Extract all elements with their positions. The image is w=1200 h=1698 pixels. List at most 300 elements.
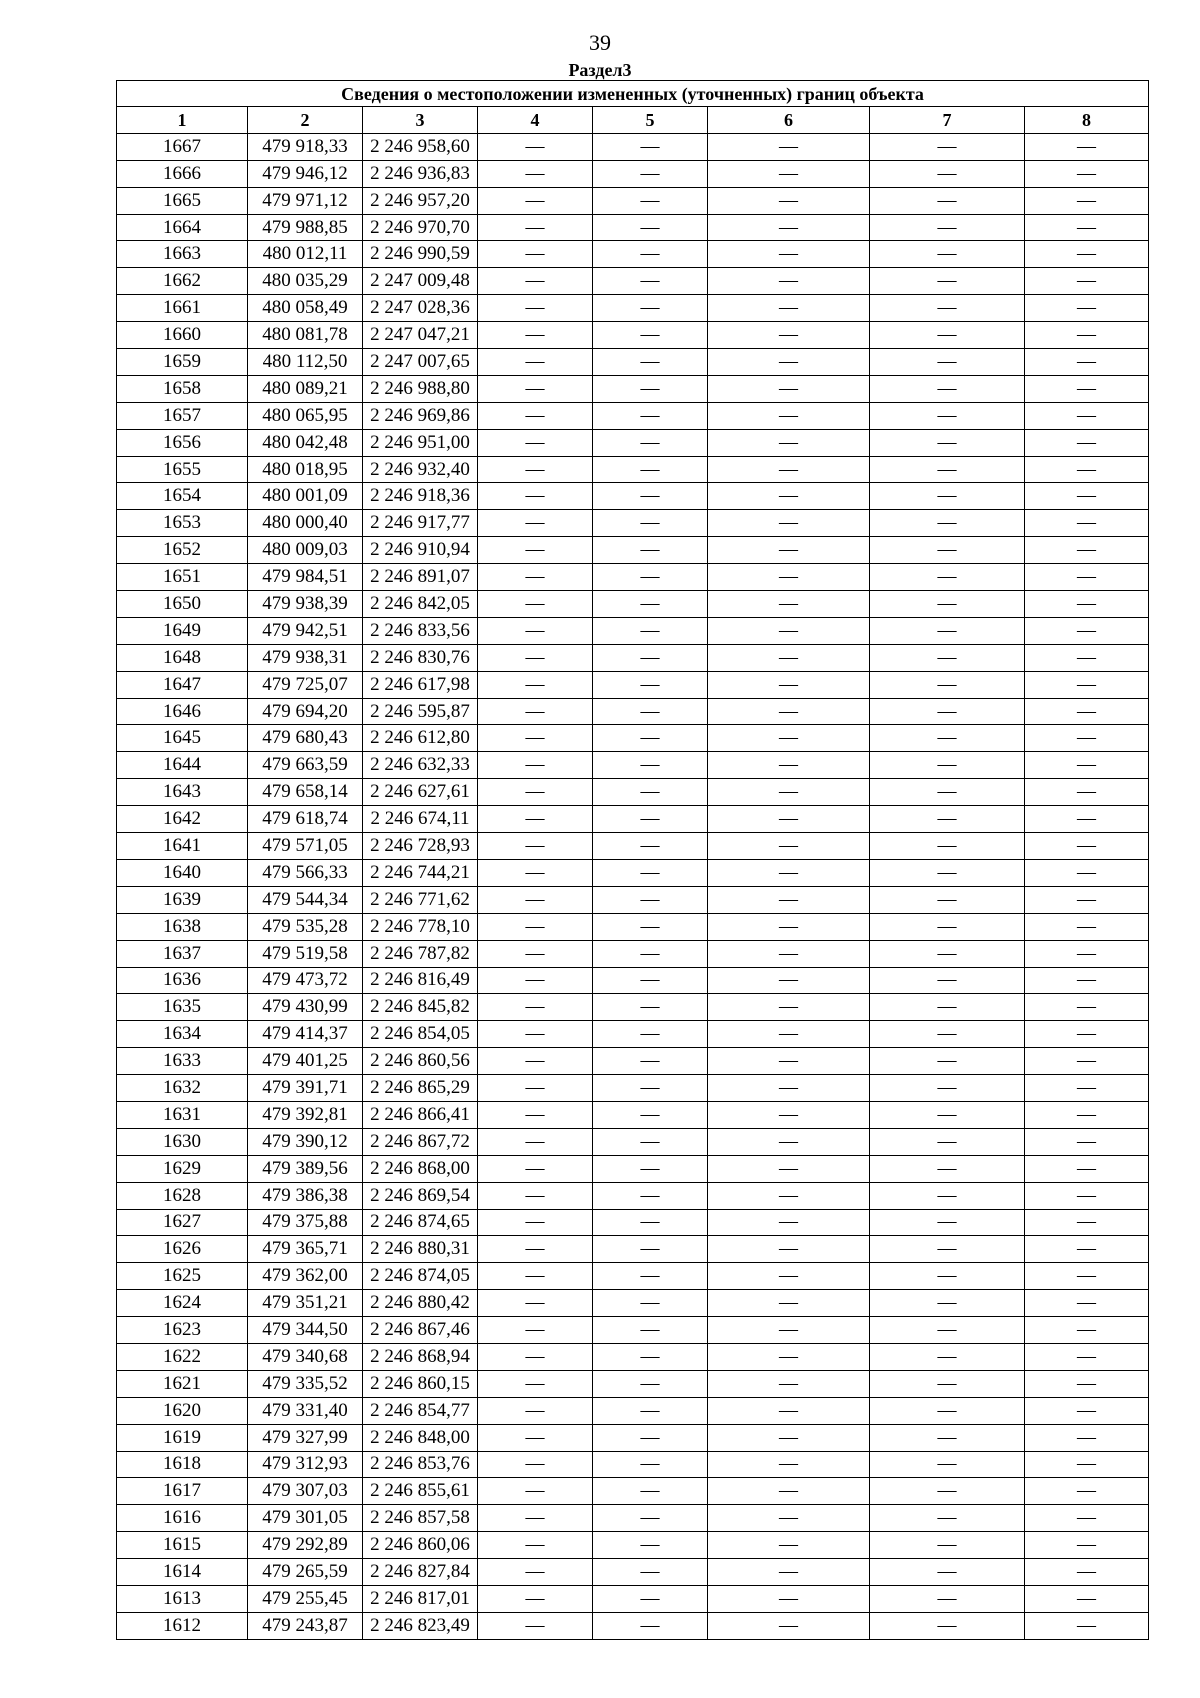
empty-value-cell: —: [708, 833, 870, 860]
x-coordinate-cell: 479 292,89: [248, 1532, 363, 1559]
empty-value-cell: —: [1025, 160, 1149, 187]
empty-value-cell: —: [478, 806, 593, 833]
empty-value-cell: —: [708, 671, 870, 698]
empty-value-cell: —: [870, 564, 1025, 591]
empty-value-cell: —: [1025, 1209, 1149, 1236]
table-row: [117, 564, 1149, 591]
empty-value-cell: —: [870, 1397, 1025, 1424]
point-number-cell: 1627: [117, 1209, 248, 1236]
table-row: [117, 1236, 1149, 1263]
y-coordinate-cell: 2 246 936,83: [363, 160, 478, 187]
empty-value-cell: —: [1025, 1343, 1149, 1370]
empty-value-cell: —: [870, 402, 1025, 429]
boundary-coordinates-table: [116, 80, 1149, 1640]
empty-value-cell: —: [478, 187, 593, 214]
empty-value-cell: —: [478, 644, 593, 671]
table-row: [117, 1585, 1149, 1612]
empty-value-cell: —: [870, 268, 1025, 295]
empty-value-cell: —: [593, 456, 708, 483]
y-coordinate-cell: 2 246 917,77: [363, 510, 478, 537]
empty-value-cell: —: [870, 913, 1025, 940]
empty-value-cell: —: [478, 268, 593, 295]
column-number: 7: [870, 107, 1025, 134]
y-coordinate-cell: 2 246 817,01: [363, 1585, 478, 1612]
y-coordinate-cell: 2 246 874,05: [363, 1263, 478, 1290]
point-number-cell: 1613: [117, 1585, 248, 1612]
point-number-cell: 1639: [117, 886, 248, 913]
x-coordinate-cell: 479 430,99: [248, 994, 363, 1021]
empty-value-cell: —: [870, 1155, 1025, 1182]
y-coordinate-cell: 2 246 869,54: [363, 1182, 478, 1209]
table-row: [117, 752, 1149, 779]
empty-value-cell: —: [593, 537, 708, 564]
empty-value-cell: —: [593, 1263, 708, 1290]
empty-value-cell: —: [708, 1236, 870, 1263]
point-number-cell: 1648: [117, 644, 248, 671]
table-row: [117, 886, 1149, 913]
empty-value-cell: —: [870, 295, 1025, 322]
empty-value-cell: —: [593, 1101, 708, 1128]
empty-value-cell: —: [593, 698, 708, 725]
x-coordinate-cell: 479 988,85: [248, 214, 363, 241]
table-row: [117, 456, 1149, 483]
point-number-cell: 1664: [117, 214, 248, 241]
empty-value-cell: —: [708, 1424, 870, 1451]
empty-value-cell: —: [708, 806, 870, 833]
x-coordinate-cell: 479 391,71: [248, 1075, 363, 1102]
y-coordinate-cell: 2 246 860,15: [363, 1370, 478, 1397]
table-row: [117, 833, 1149, 860]
empty-value-cell: —: [708, 564, 870, 591]
y-coordinate-cell: 2 246 845,82: [363, 994, 478, 1021]
column-number: 1: [117, 107, 248, 134]
empty-value-cell: —: [478, 1585, 593, 1612]
y-coordinate-cell: 2 246 842,05: [363, 591, 478, 618]
table-row: [117, 1424, 1149, 1451]
y-coordinate-cell: 2 246 880,31: [363, 1236, 478, 1263]
empty-value-cell: —: [1025, 940, 1149, 967]
point-number-cell: 1652: [117, 537, 248, 564]
empty-value-cell: —: [870, 214, 1025, 241]
empty-value-cell: —: [1025, 241, 1149, 268]
point-number-cell: 1635: [117, 994, 248, 1021]
empty-value-cell: —: [478, 1236, 593, 1263]
y-coordinate-cell: 2 246 744,21: [363, 859, 478, 886]
empty-value-cell: —: [1025, 967, 1149, 994]
empty-value-cell: —: [593, 1021, 708, 1048]
empty-value-cell: —: [1025, 1370, 1149, 1397]
empty-value-cell: —: [593, 1478, 708, 1505]
empty-value-cell: —: [870, 510, 1025, 537]
empty-value-cell: —: [593, 214, 708, 241]
column-number: 8: [1025, 107, 1149, 134]
y-coordinate-cell: 2 246 860,06: [363, 1532, 478, 1559]
point-number-cell: 1636: [117, 967, 248, 994]
empty-value-cell: —: [1025, 698, 1149, 725]
empty-value-cell: —: [708, 295, 870, 322]
point-number-cell: 1647: [117, 671, 248, 698]
empty-value-cell: —: [478, 1451, 593, 1478]
y-coordinate-cell: 2 247 009,48: [363, 268, 478, 295]
table-row: [117, 1075, 1149, 1102]
empty-value-cell: —: [870, 1343, 1025, 1370]
empty-value-cell: —: [870, 886, 1025, 913]
y-coordinate-cell: 2 246 970,70: [363, 214, 478, 241]
empty-value-cell: —: [593, 1236, 708, 1263]
empty-value-cell: —: [708, 268, 870, 295]
y-coordinate-cell: 2 246 771,62: [363, 886, 478, 913]
x-coordinate-cell: 479 375,88: [248, 1209, 363, 1236]
empty-value-cell: —: [478, 1532, 593, 1559]
empty-value-cell: —: [478, 1048, 593, 1075]
column-number: 3: [363, 107, 478, 134]
empty-value-cell: —: [593, 1612, 708, 1639]
empty-value-cell: —: [1025, 349, 1149, 376]
empty-value-cell: —: [593, 859, 708, 886]
point-number-cell: 1638: [117, 913, 248, 940]
table-row: [117, 268, 1149, 295]
empty-value-cell: —: [593, 806, 708, 833]
empty-value-cell: —: [478, 1075, 593, 1102]
point-number-cell: 1624: [117, 1290, 248, 1317]
x-coordinate-cell: 479 938,39: [248, 591, 363, 618]
point-number-cell: 1651: [117, 564, 248, 591]
point-number-cell: 1629: [117, 1155, 248, 1182]
y-coordinate-cell: 2 246 857,58: [363, 1505, 478, 1532]
y-coordinate-cell: 2 246 855,61: [363, 1478, 478, 1505]
empty-value-cell: —: [870, 591, 1025, 618]
point-number-cell: 1626: [117, 1236, 248, 1263]
empty-value-cell: —: [870, 1478, 1025, 1505]
y-coordinate-cell: 2 246 595,87: [363, 698, 478, 725]
empty-value-cell: —: [478, 1263, 593, 1290]
empty-value-cell: —: [870, 537, 1025, 564]
table-row: [117, 537, 1149, 564]
point-number-cell: 1632: [117, 1075, 248, 1102]
empty-value-cell: —: [593, 268, 708, 295]
x-coordinate-cell: 479 694,20: [248, 698, 363, 725]
empty-value-cell: —: [1025, 375, 1149, 402]
table-row: [117, 806, 1149, 833]
empty-value-cell: —: [1025, 1263, 1149, 1290]
empty-value-cell: —: [478, 1612, 593, 1639]
y-coordinate-cell: 2 246 990,59: [363, 241, 478, 268]
empty-value-cell: —: [708, 483, 870, 510]
table-row: [117, 429, 1149, 456]
y-coordinate-cell: 2 246 868,00: [363, 1155, 478, 1182]
empty-value-cell: —: [1025, 1075, 1149, 1102]
table-row: [117, 779, 1149, 806]
column-number-row: [117, 107, 1149, 134]
y-coordinate-cell: 2 246 951,00: [363, 429, 478, 456]
empty-value-cell: —: [593, 1290, 708, 1317]
empty-value-cell: —: [478, 1128, 593, 1155]
empty-value-cell: —: [1025, 1612, 1149, 1639]
empty-value-cell: —: [1025, 1397, 1149, 1424]
table-row: [117, 994, 1149, 1021]
x-coordinate-cell: 479 344,50: [248, 1317, 363, 1344]
empty-value-cell: —: [708, 375, 870, 402]
empty-value-cell: —: [870, 1101, 1025, 1128]
empty-value-cell: —: [708, 1048, 870, 1075]
x-coordinate-cell: 479 942,51: [248, 617, 363, 644]
empty-value-cell: —: [593, 402, 708, 429]
empty-value-cell: —: [1025, 913, 1149, 940]
empty-value-cell: —: [708, 1155, 870, 1182]
point-number-cell: 1654: [117, 483, 248, 510]
empty-value-cell: —: [870, 322, 1025, 349]
empty-value-cell: —: [870, 1290, 1025, 1317]
table-row: [117, 1532, 1149, 1559]
empty-value-cell: —: [1025, 1048, 1149, 1075]
table-row: [117, 1263, 1149, 1290]
empty-value-cell: —: [708, 402, 870, 429]
empty-value-cell: —: [870, 967, 1025, 994]
point-number-cell: 1621: [117, 1370, 248, 1397]
x-coordinate-cell: 479 566,33: [248, 859, 363, 886]
y-coordinate-cell: 2 247 007,65: [363, 349, 478, 376]
empty-value-cell: —: [870, 779, 1025, 806]
empty-value-cell: —: [478, 1290, 593, 1317]
empty-value-cell: —: [870, 617, 1025, 644]
empty-value-cell: —: [478, 1397, 593, 1424]
empty-value-cell: —: [870, 1048, 1025, 1075]
x-coordinate-cell: 479 414,37: [248, 1021, 363, 1048]
empty-value-cell: —: [870, 1612, 1025, 1639]
empty-value-cell: —: [870, 644, 1025, 671]
y-coordinate-cell: 2 246 860,56: [363, 1048, 478, 1075]
x-coordinate-cell: 479 265,59: [248, 1559, 363, 1586]
empty-value-cell: —: [478, 429, 593, 456]
empty-value-cell: —: [1025, 1559, 1149, 1586]
empty-value-cell: —: [870, 160, 1025, 187]
y-coordinate-cell: 2 246 617,98: [363, 671, 478, 698]
empty-value-cell: —: [593, 644, 708, 671]
empty-value-cell: —: [478, 402, 593, 429]
empty-value-cell: —: [870, 1559, 1025, 1586]
y-coordinate-cell: 2 246 932,40: [363, 456, 478, 483]
table-row: [117, 859, 1149, 886]
empty-value-cell: —: [593, 886, 708, 913]
column-number: 6: [708, 107, 870, 134]
empty-value-cell: —: [1025, 322, 1149, 349]
table-row: [117, 483, 1149, 510]
empty-value-cell: —: [1025, 1585, 1149, 1612]
y-coordinate-cell: 2 246 787,82: [363, 940, 478, 967]
table-row: [117, 322, 1149, 349]
empty-value-cell: —: [593, 994, 708, 1021]
x-coordinate-cell: 479 984,51: [248, 564, 363, 591]
x-coordinate-cell: 480 035,29: [248, 268, 363, 295]
x-coordinate-cell: 479 544,34: [248, 886, 363, 913]
table-row: [117, 1478, 1149, 1505]
empty-value-cell: —: [1025, 1290, 1149, 1317]
empty-value-cell: —: [708, 187, 870, 214]
empty-value-cell: —: [870, 1505, 1025, 1532]
empty-value-cell: —: [478, 1478, 593, 1505]
empty-value-cell: —: [1025, 1505, 1149, 1532]
empty-value-cell: —: [708, 1075, 870, 1102]
empty-value-cell: —: [593, 913, 708, 940]
y-coordinate-cell: 2 246 854,77: [363, 1397, 478, 1424]
empty-value-cell: —: [1025, 295, 1149, 322]
empty-value-cell: —: [593, 833, 708, 860]
table-row: [117, 1290, 1149, 1317]
x-coordinate-cell: 479 340,68: [248, 1343, 363, 1370]
y-coordinate-cell: 2 246 674,11: [363, 806, 478, 833]
empty-value-cell: —: [870, 375, 1025, 402]
empty-value-cell: —: [708, 1612, 870, 1639]
empty-value-cell: —: [708, 537, 870, 564]
table-row: [117, 1021, 1149, 1048]
empty-value-cell: —: [708, 1478, 870, 1505]
x-coordinate-cell: 479 362,00: [248, 1263, 363, 1290]
x-coordinate-cell: 480 018,95: [248, 456, 363, 483]
empty-value-cell: —: [1025, 725, 1149, 752]
empty-value-cell: —: [478, 483, 593, 510]
empty-value-cell: —: [708, 698, 870, 725]
x-coordinate-cell: 480 000,40: [248, 510, 363, 537]
empty-value-cell: —: [478, 1424, 593, 1451]
empty-value-cell: —: [870, 1021, 1025, 1048]
x-coordinate-cell: 479 389,56: [248, 1155, 363, 1182]
x-coordinate-cell: 479 971,12: [248, 187, 363, 214]
empty-value-cell: —: [593, 295, 708, 322]
table-row: [117, 1343, 1149, 1370]
empty-value-cell: —: [708, 1343, 870, 1370]
point-number-cell: 1657: [117, 402, 248, 429]
table-row: [117, 160, 1149, 187]
point-number-cell: 1619: [117, 1424, 248, 1451]
empty-value-cell: —: [870, 1585, 1025, 1612]
y-coordinate-cell: 2 246 867,72: [363, 1128, 478, 1155]
empty-value-cell: —: [478, 1155, 593, 1182]
empty-value-cell: —: [593, 671, 708, 698]
empty-value-cell: —: [593, 1317, 708, 1344]
y-coordinate-cell: 2 246 632,33: [363, 752, 478, 779]
point-number-cell: 1653: [117, 510, 248, 537]
empty-value-cell: —: [478, 564, 593, 591]
empty-value-cell: —: [593, 564, 708, 591]
empty-value-cell: —: [708, 1317, 870, 1344]
empty-value-cell: —: [593, 591, 708, 618]
empty-value-cell: —: [593, 1397, 708, 1424]
y-coordinate-cell: 2 246 627,61: [363, 779, 478, 806]
table-title: Сведения о местоположении измененных (уточненных) границ объекта: [117, 81, 1149, 107]
x-coordinate-cell: 479 680,43: [248, 725, 363, 752]
empty-value-cell: —: [593, 967, 708, 994]
y-coordinate-cell: 2 246 957,20: [363, 187, 478, 214]
empty-value-cell: —: [478, 591, 593, 618]
x-coordinate-cell: 480 009,03: [248, 537, 363, 564]
empty-value-cell: —: [478, 833, 593, 860]
table-row: [117, 725, 1149, 752]
empty-value-cell: —: [1025, 1478, 1149, 1505]
x-coordinate-cell: 479 390,12: [248, 1128, 363, 1155]
x-coordinate-cell: 479 335,52: [248, 1370, 363, 1397]
y-coordinate-cell: 2 246 866,41: [363, 1101, 478, 1128]
table-row: [117, 241, 1149, 268]
empty-value-cell: —: [478, 349, 593, 376]
empty-value-cell: —: [478, 940, 593, 967]
empty-value-cell: —: [478, 322, 593, 349]
empty-value-cell: —: [1025, 1155, 1149, 1182]
empty-value-cell: —: [708, 779, 870, 806]
empty-value-cell: —: [1025, 1451, 1149, 1478]
point-number-cell: 1650: [117, 591, 248, 618]
empty-value-cell: —: [593, 1128, 708, 1155]
table-row: [117, 214, 1149, 241]
empty-value-cell: —: [593, 160, 708, 187]
x-coordinate-cell: 479 351,21: [248, 1290, 363, 1317]
y-coordinate-cell: 2 246 880,42: [363, 1290, 478, 1317]
empty-value-cell: —: [870, 1128, 1025, 1155]
table-row: [117, 940, 1149, 967]
point-number-cell: 1615: [117, 1532, 248, 1559]
empty-value-cell: —: [593, 322, 708, 349]
y-coordinate-cell: 2 246 988,80: [363, 375, 478, 402]
point-number-cell: 1614: [117, 1559, 248, 1586]
empty-value-cell: —: [593, 429, 708, 456]
y-coordinate-cell: 2 246 874,65: [363, 1209, 478, 1236]
x-coordinate-cell: 479 618,74: [248, 806, 363, 833]
empty-value-cell: —: [708, 322, 870, 349]
empty-value-cell: —: [1025, 644, 1149, 671]
y-coordinate-cell: 2 246 778,10: [363, 913, 478, 940]
empty-value-cell: —: [1025, 833, 1149, 860]
empty-value-cell: —: [593, 940, 708, 967]
empty-value-cell: —: [870, 833, 1025, 860]
x-coordinate-cell: 480 058,49: [248, 295, 363, 322]
empty-value-cell: —: [708, 1209, 870, 1236]
empty-value-cell: —: [1025, 1182, 1149, 1209]
empty-value-cell: —: [593, 1559, 708, 1586]
table-row: [117, 1397, 1149, 1424]
empty-value-cell: —: [708, 1451, 870, 1478]
empty-value-cell: —: [1025, 564, 1149, 591]
empty-value-cell: —: [1025, 591, 1149, 618]
empty-value-cell: —: [870, 1424, 1025, 1451]
y-coordinate-cell: 2 246 612,80: [363, 725, 478, 752]
x-coordinate-cell: 480 081,78: [248, 322, 363, 349]
empty-value-cell: —: [708, 510, 870, 537]
empty-value-cell: —: [708, 456, 870, 483]
table-title-row: [117, 81, 1149, 107]
empty-value-cell: —: [870, 1317, 1025, 1344]
x-coordinate-cell: 479 535,28: [248, 913, 363, 940]
empty-value-cell: —: [708, 429, 870, 456]
empty-value-cell: —: [708, 1182, 870, 1209]
point-number-cell: 1665: [117, 187, 248, 214]
empty-value-cell: —: [478, 994, 593, 1021]
point-number-cell: 1630: [117, 1128, 248, 1155]
empty-value-cell: —: [708, 160, 870, 187]
column-number: 2: [248, 107, 363, 134]
empty-value-cell: —: [593, 1343, 708, 1370]
empty-value-cell: —: [870, 429, 1025, 456]
point-number-cell: 1616: [117, 1505, 248, 1532]
empty-value-cell: —: [708, 349, 870, 376]
point-number-cell: 1660: [117, 322, 248, 349]
y-coordinate-cell: 2 246 891,07: [363, 564, 478, 591]
empty-value-cell: —: [1025, 456, 1149, 483]
x-coordinate-cell: 479 331,40: [248, 1397, 363, 1424]
x-coordinate-cell: 479 307,03: [248, 1478, 363, 1505]
empty-value-cell: —: [870, 940, 1025, 967]
empty-value-cell: —: [708, 1263, 870, 1290]
empty-value-cell: —: [870, 241, 1025, 268]
empty-value-cell: —: [593, 1585, 708, 1612]
